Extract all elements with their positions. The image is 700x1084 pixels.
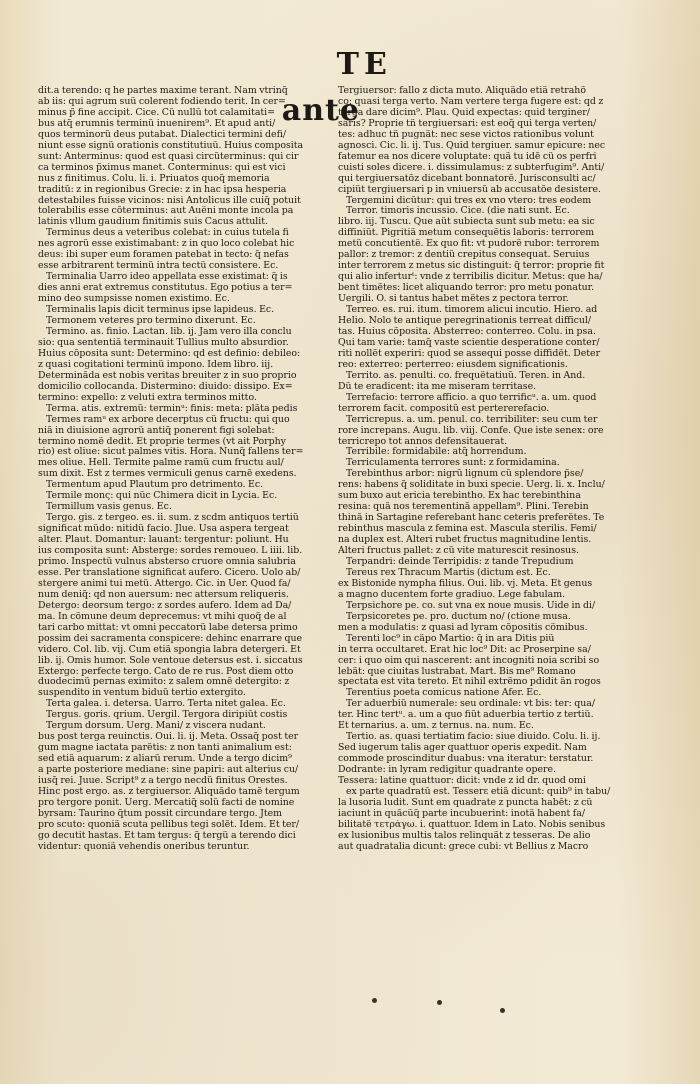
text-line: aut quadratalia dicunt: grece cubi: vt Bellius z Macro <box>338 841 589 852</box>
text-line: ex Bistonide nympha filius. Oui. lib. vj. Meta. Et genus <box>338 578 593 589</box>
text-line: bilitatẽ τετράγω. i. quattuor. Idem in Lato. Nobis senibus <box>338 819 606 830</box>
text-line: dit.a terendo: q he partes maxime terant. Nam vtrinq̃ <box>38 86 288 96</box>
text-line: libro. iij. Tuscu. Que aũt subiecta sunt sub metu: ea sic <box>338 217 595 228</box>
text-line: Terreo. es. rui. itum. timorem alicui incutio. Hiero. ad <box>346 305 598 316</box>
text-line: niunt esse signũ orationis constitutiuũ. Huius composita <box>38 140 304 151</box>
text-line: Qui tam varie: tamq̃ vaste scientie desperatione conter/ <box>338 337 600 348</box>
text-line: terricrepo tot annos defensitauerat. <box>338 436 508 447</box>
text-line: sio: qua sententiã terminauit Tullius multo absurdior. <box>38 337 289 348</box>
text-line: la lusoria ludit. Sunt em quadrate z puncta habẽt: z cũ <box>338 797 593 808</box>
text-line: Terpandri: deinde Terripidis: z tande Trepudium <box>346 556 574 567</box>
text-line: Et ternarius. a. um. z ternus. na. num. Ec. <box>338 721 534 732</box>
text-line: videntur: quoniã vehendis oneribus teruntur. <box>38 841 250 852</box>
text-column-right <box>338 86 620 853</box>
text-line: Dũ te eradicent: ita me miseram territase. <box>338 381 537 392</box>
text-line: latinis vllum gaudium finitimis suis Cacus attulit. <box>38 217 269 228</box>
text-line: Terma. atis. extremũ: terminᵘ: finis: meta: plãta pedis <box>46 403 298 414</box>
text-line: Terpsicoretes pe. pro. ductum no/ (ctione musa. <box>346 611 571 622</box>
text-line: tari carbo mittat: vt omni peccatorũ labe detersa primo <box>38 622 298 633</box>
text-line: reo: exterreo: perterreo: eiusdem significationis. <box>338 359 568 370</box>
text-line: Terpsichore pe. co. sut vna ex noue musis. Uide in di/ <box>346 600 596 611</box>
text-line: spectata est vita tereto. Et nihil extrẽmo pdidit ãn rogos <box>338 677 601 688</box>
text-line: quos terminorũ deus putabat. Dialectici termini defi/ <box>38 129 286 140</box>
text-line: Tergum dorsum. Uerg. Mani/ z viscera nudant. <box>46 721 266 732</box>
text-line: fatemur ea nos dicere voluptate: quã tu idẽ cũ os perfri <box>338 151 597 162</box>
text-line: Terriculamenta terrores sunt: z formidamina. <box>346 458 560 469</box>
text-line: ca terminos p̃ximus manet. Conterminus: qui est vici <box>38 162 286 173</box>
text-line: rio) est oliue: sicut palmes vitis. Hora. Nunq̃ fallens ter= <box>38 447 304 458</box>
running-head-right: E <box>364 47 388 82</box>
text-line: ex parte quadratũ est. Tesserε etiã dicunt: quib⁹ in tabu/ <box>346 787 611 797</box>
text-line: duodecimũ pernas eximito: z salem omnẽ detergito: z <box>38 677 290 688</box>
text-line: thinã in Sartagine referebant hanc ceteris preferẽtes. Te <box>338 513 605 524</box>
text-line: in terra occultaret. Erat hic loc⁹ Dit: ac Proserpine sa/ <box>338 644 591 655</box>
text-line: niã in diuisione agrorũ antiq̃ ponerent figi solebat: <box>38 425 275 436</box>
text-line: Tergiuersor: fallo z dicta muto. Aliquãdo etiã retrahõ <box>338 86 586 96</box>
text-line: Terentius poeta comicus natione Afer. Ec. <box>346 688 542 699</box>
text-line: ab iis: qui agrum suũ colerent fodiendo terit. In cer= <box>38 96 286 107</box>
text-line: bus post terga reuinctis. Oui. li. ij. Meta. Ossaq̃ post ter <box>38 732 299 743</box>
text-line: Tertio. as. quasi tertiatim facio: siue diuido. Colu. li. ij. <box>346 732 601 743</box>
text-line: primo. Inspectũ vulnus absterso cruore omnia salubria <box>38 556 296 567</box>
text-line: num deniq̃: qd non auersum: nec attersum reliqueris. <box>38 589 289 600</box>
text-line: Termes ramᵘ ex arbore decerptus cũ fructu: qui quo <box>46 414 290 425</box>
text-line: qui alio inferturᵗ: vnde z terribilis dicitur. Metus: que ha/ <box>338 272 603 283</box>
text-line: Uergili. O. si tantus habet mẽtes z pectora terror. <box>338 294 569 305</box>
text-line: Terribile: formidabile: atq̃ horrendum. <box>346 447 527 458</box>
text-line: diffiniũt. Pigritiã metum consequẽtis laboris: terrorem <box>338 228 595 239</box>
text-line: Termillum vasis genus. Ec. <box>46 502 172 513</box>
text-line: Tergus. goris. qrium. Uergil. Tergora diripiũt costis <box>46 710 288 721</box>
text-line: rebinthus mascula z femina est. Mascula sterilis. Femi/ <box>338 524 597 535</box>
text-line: lib. ij. Omis humor. Sole ventoue detersus est. i. siccatus <box>38 655 303 666</box>
text-line: Termile monς: qui nũc Chimera dicit in Lycia. Ec. <box>46 491 278 502</box>
text-line: Territo. as. penulti. co. frequẽtatiuũ. Teren. in And. <box>346 370 586 381</box>
text-line: a magno ducentem forte gradiuo. Lege fabulam. <box>338 589 566 600</box>
text-line: Tessera: latine quattuor: dicit: vnde z id dr. quod omi <box>338 776 586 787</box>
text-line: bent timẽtes: licet aliquando terror: pro metu ponatur. <box>338 283 595 294</box>
text-line: Dodrante: in lyram redigitur quadrante opere. <box>338 765 557 776</box>
text-line: Tergo. gis. z tergeo. es. ii. sum. z scd̃m antiquos tertiũ <box>46 513 299 524</box>
text-line: tes: adhuc tñ pugnãt: nec sese victos rationibus volunt <box>338 129 594 140</box>
text-line: esse arbitrarent terminũ intra tectũ consistere. Ec. <box>38 261 279 272</box>
text-line: qui tergiuersatõz dicebant bonnatorẽ. Jurisconsulti ac/ <box>338 173 596 184</box>
page-marks <box>0 990 700 1030</box>
text-line: ex lusionibus multis talos relinquãt z tesseras. De alio <box>338 830 591 841</box>
text-line: Terricrepus. a. um. penul. co. terribiliter: seu cum ter <box>346 414 598 425</box>
text-line: suspendito in ventum biduũ tertio extergito. <box>38 688 246 699</box>
text-line: Detergo: deorsum tergo: z sordes aufero. Idem ad Da/ <box>38 600 292 611</box>
text-line: Termentum apud Plautum pro detrimento. Ec. <box>46 480 264 491</box>
text-line: agnosci. Cic. li. ij. Tus. Quid tergiuer. samur epicure: nec <box>338 140 606 151</box>
text-line: gum magne iactata parẽtis: z non tanti animalium est: <box>38 743 292 754</box>
text-line: inter terrorem z metus sic distinguit: q̃ terror: proprie fit <box>338 261 605 272</box>
text-line: tas. Huius cõposita. Absterreo: conterreo. Colu. in psa. <box>338 326 596 337</box>
text-line: Terror. timoris incussio. Cice. (die nati sunt. Ec. <box>346 206 570 217</box>
text-line: Termonem veteres pro termino dixerunt. Ec. <box>46 316 256 327</box>
text-line: Terminus deus a veteribus colebat: in cuius tutela fi <box>46 228 289 239</box>
text-line: Huius cõposita sunt: Determino: qd est definio: debileo: <box>38 348 301 359</box>
text-line: sum buxo aut ericia terebintho. Ex hac terebinthina <box>338 491 581 502</box>
text-line: Sed iugerum talis ager quattuor operis expedit. Nam <box>338 743 587 754</box>
text-line: termino: expello: z veluti extra terminos mitto. <box>38 392 257 403</box>
text-line: Determinãda est nobis veritas breuiter z in suo proprio <box>38 370 297 381</box>
text-line: z quasi cogitationi terminũ impono. Idem libro. iij. <box>38 359 274 370</box>
text-line: commode proscinditur duabus: vna iteratur: terstatur. <box>338 754 594 765</box>
text-line: pallor: z tremor: z dentiũ crepitus consequat. Seruius <box>338 250 590 261</box>
text-line: Tergemini dicũtur: qui tres ex vno vtero: tres eodem <box>346 195 592 206</box>
text-line: nus z finitimus. Colu. li. i. Priuatos quoq̃ memoria <box>38 173 270 184</box>
text-line: rens: habens q̃ soliditate in buxi specie. Uerg. li. x. Inclu/ <box>338 480 605 491</box>
text-line: videro. Col. lib. vij. Cum etiã spongia labra detergeri. Et <box>38 644 301 655</box>
text-line: esse. Per translatione significat aufero. Cicero. Uolo ab/ <box>38 567 301 578</box>
text-line: domicilio collocanda. Distermino: diuido: dissipo. Ex= <box>38 381 293 392</box>
text-line: a parte posteriore mediane: sine papiri: aut alterius cu/ <box>38 765 299 776</box>
text-line: sed etiã aquarum: z aliarũ rerum. Unde a tergo dicim⁹ <box>38 754 292 765</box>
text-line: cipiũt tergiuersari p in vniuersũ ab accusatõe desistere. <box>338 184 602 195</box>
text-line: Tereus rex Thracum Martis (dictum est. Ec. <box>346 567 551 578</box>
text-line: Ter aduerbiũ numerale: seu ordinale: vt bis: ter: qua/ <box>346 699 596 710</box>
text-line: tolerabilis esse cõterminus: aut Auẽni monte incola pa <box>38 206 294 217</box>
text-line: byrsam: Taurino q̃tum possit circundare tergo. Jtem <box>38 808 283 819</box>
text-line: ma. In cõmune deum deprecemus: vt mihi quoq̃ de al <box>38 611 287 622</box>
text-line: metũ concutientẽ. Ex quo fit: vt pudorẽ rubor: terrorem <box>338 239 600 250</box>
text-line: terga dare dicim⁹. Plau. Quid expectas: quid terginer/ <box>338 107 590 118</box>
running-head-left: T ante <box>281 47 360 128</box>
text-column-left <box>38 86 320 853</box>
text-line: deus: ibi super eum foramen patebat in tecto: q̃ nefas <box>38 250 289 261</box>
text-line: Terrefacio: terrore afficio. a quo terrificᵘ. a. um. quod <box>346 392 597 403</box>
text-line: ius composita sunt: Absterge: sordes remoueo. L iiii. lib. <box>38 546 303 557</box>
text-line: Termino. as. finio. Lactan. lib. ij. Jam vero illa conclu <box>46 326 292 337</box>
text-line: Alteri fructus pallet: z cũ vite maturescit resinosus. <box>338 546 579 557</box>
text-line: possim dei sacramenta conspicere: dehinc enarrare que <box>38 633 303 644</box>
text-line: alter. Plaut. Domantur: lauant: tergentur: poliunt. Hu <box>38 535 289 546</box>
text-line: sunt: Anterminus: quod est quasi circũterminus: qui cir <box>38 151 299 162</box>
text-line: terrorem facit. compositũ est pertererefacio. <box>338 403 550 414</box>
text-line: ter. Hinc tertᵘ. a. um a quo fiũt aduerbia tertio z tertiũ. <box>338 710 594 721</box>
text-line: significat mũdo: nitidũ facio. Jlue. Usa aspera tergeat <box>38 524 289 535</box>
text-line: Terminalia Uarro ideo appellata esse existimat: q̃ is <box>46 272 288 283</box>
text-line: termino nomẽ dedit. Et proprie termes (vt ait Porphy <box>38 436 286 447</box>
text-line: saris? Proprie tñ tergiuersari: est eoq̃ qui terga verten/ <box>338 118 597 129</box>
text-line: na duplex est. Alteri rubet fructus magnitudine lentis. <box>338 535 592 546</box>
text-line: sum dixit. Est z termes vermiculi genus carnẽ exedens. <box>38 469 297 480</box>
ink-dot <box>372 998 377 1003</box>
text-line: mes oliue. Hell. Termite palme ramũ cum fructu aul/ <box>38 458 284 469</box>
text-line: pro tergore ponit. Uerg. Mercatiq̃ solũ facti de nomine <box>38 797 295 808</box>
text-line: detestabiles fuisse vicinos: nisi Antolicus ille cuiq̃ potuit <box>38 195 301 206</box>
text-line: dies anni erat extremus constitutus. Ego potius a ter= <box>38 283 293 294</box>
text-line: co: quasi terga verto. Nam vertere terga fugere est: qd z <box>338 96 604 107</box>
text-line: riti nollẽt experiri: quod se assequi posse diffidẽt. Deter <box>338 348 601 359</box>
text-line: Extergo: perfecte tergo. Cato de re rus. Post diem otto <box>38 666 294 677</box>
text-line: go decutit hastas. Et tam tergus: q̃ tergũ a terendo dici <box>38 830 296 841</box>
text-line: Terta galea. i. detersa. Uarro. Terta nitet galea. Ec. <box>46 699 286 710</box>
text-line: mino deo sumpsisse nomen existimo. Ec. <box>38 294 230 305</box>
text-line: rore increpans. Augu. lib. viij. Confe. Que iste senex: ore <box>338 425 604 436</box>
text-line: iusq̃ rei. Juue. Script⁹ z a tergo necdũ finitus Orestes. <box>38 776 288 787</box>
text-line: traditũ: z in regionibus Grecie: z in hac ipsa hesperia <box>38 184 287 195</box>
text-line: men a modulatis: z quasi ad lyram cõpositis cõmibus. <box>338 622 588 633</box>
text-line: Terenti loc⁹ in cãpo Martio: q̃ in ara Ditis piũ <box>346 633 555 644</box>
text-line: stergere animi tui metũ. Attergo. Cic. in Uer. Quod fa/ <box>38 578 291 589</box>
ink-dot <box>500 1008 505 1013</box>
text-line: cuisti soles dicere. i. dissimulamus: z subterfugim⁹. Anti/ <box>338 162 605 173</box>
text-line: Terebinthus arbor: nigrũ lignum cũ splendore p̃se/ <box>346 469 584 480</box>
text-line: Helio. Nolo te antique peregrinationis terreat difficul/ <box>338 316 592 327</box>
text-line: lebãt: que ciuitas lustrabat. Mart. Bis me⁹ Romano <box>338 666 576 677</box>
ink-dot <box>437 1000 442 1005</box>
text-line: bus atq̃ erumnis terminũ inuenirem⁹. Et apud anti/ <box>38 118 276 129</box>
text-line: Hinc post ergo. as. z tergiuersor. Aliquãdo tamẽ tergum <box>38 787 300 797</box>
text-line: minus p̃ fine accipit. Cice. Cũ nullũ tot calamitati= <box>38 107 276 118</box>
text-line: nes agrorũ esse existimabant: z in quo loco colebat hic <box>38 239 295 250</box>
text-line: pro scuto: quoniã scuta pellibus tegi solẽt. Idem. Et ter/ <box>38 819 300 830</box>
text-line: Terminalis lapis dicit terminus ipse lapideus. Ec. <box>46 305 275 316</box>
text-line: iaciunt in quãcũq̃ parte incubuerint: inotã habent fa/ <box>338 808 585 819</box>
text-line: resina: quã nos terementinã appellam⁹. Plini. Terebin <box>338 502 589 513</box>
text-line: cer: i quo oim qui nascerent: ant incogniti noia scribi so <box>338 655 600 666</box>
